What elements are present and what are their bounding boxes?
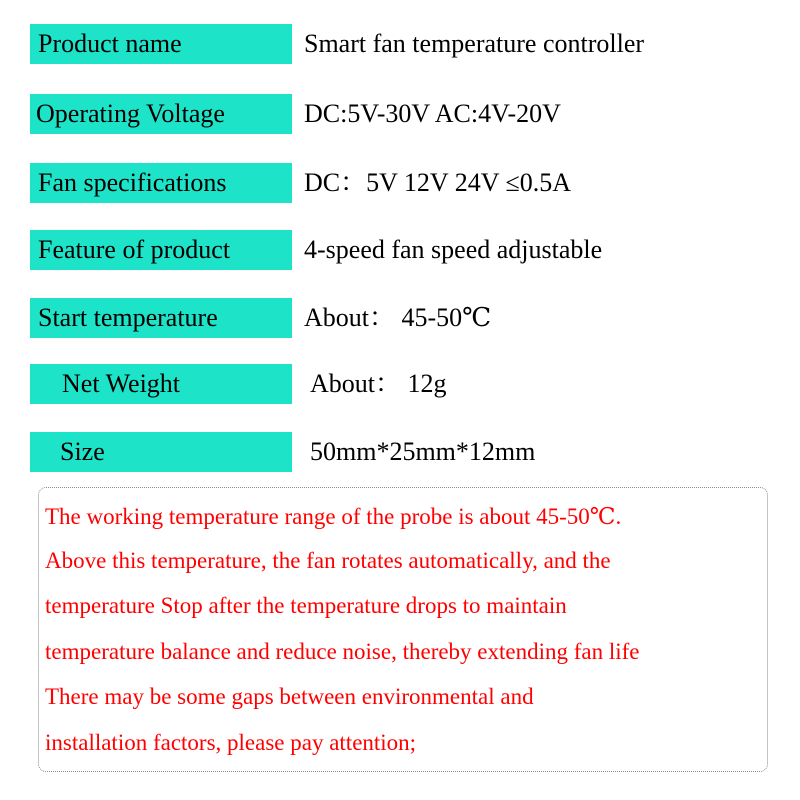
spec-value: About： 45-50℃ [304, 303, 492, 332]
spec-label: Size [60, 437, 105, 466]
spec-value: 50mm*25mm*12mm [310, 437, 536, 466]
spec-row-fan-specifications [0, 163, 800, 203]
note-line: installation factors, please pay attention; [45, 730, 417, 755]
spec-label: Product name [38, 29, 182, 58]
spec-label: Operating Voltage [36, 99, 225, 128]
spec-row-feature-of-product [0, 230, 800, 270]
spec-row-product-name [0, 24, 800, 64]
note-line: temperature balance and reduce noise, thereby extending fan life [45, 639, 640, 664]
spec-row-start-temperature [0, 298, 800, 338]
spec-row-size [0, 432, 800, 472]
spec-label: Feature of product [38, 235, 231, 264]
spec-row-operating-voltage [0, 94, 800, 134]
spec-value: 4-speed fan speed adjustable [304, 235, 603, 264]
spec-label: Start temperature [38, 303, 218, 332]
spec-value: DC:5V-30V AC:4V-20V [304, 99, 561, 128]
note-line: The working temperature range of the probe is about 45-50℃. [45, 504, 622, 529]
spec-value: DC：5V 12V 24V ≤0.5A [304, 168, 572, 197]
spec-label: Net Weight [62, 369, 181, 398]
note-line: temperature Stop after the temperature drops to maintain [45, 593, 567, 618]
note-line: There may be some gaps between environmental and [45, 684, 534, 709]
note-line: Above this temperature, the fan rotates automatically, and the [45, 548, 611, 573]
spec-value: About： 12g [310, 369, 447, 398]
spec-row-net-weight [0, 364, 800, 404]
spec-value: Smart fan temperature controller [304, 29, 645, 58]
spec-label: Fan specifications [38, 168, 227, 197]
